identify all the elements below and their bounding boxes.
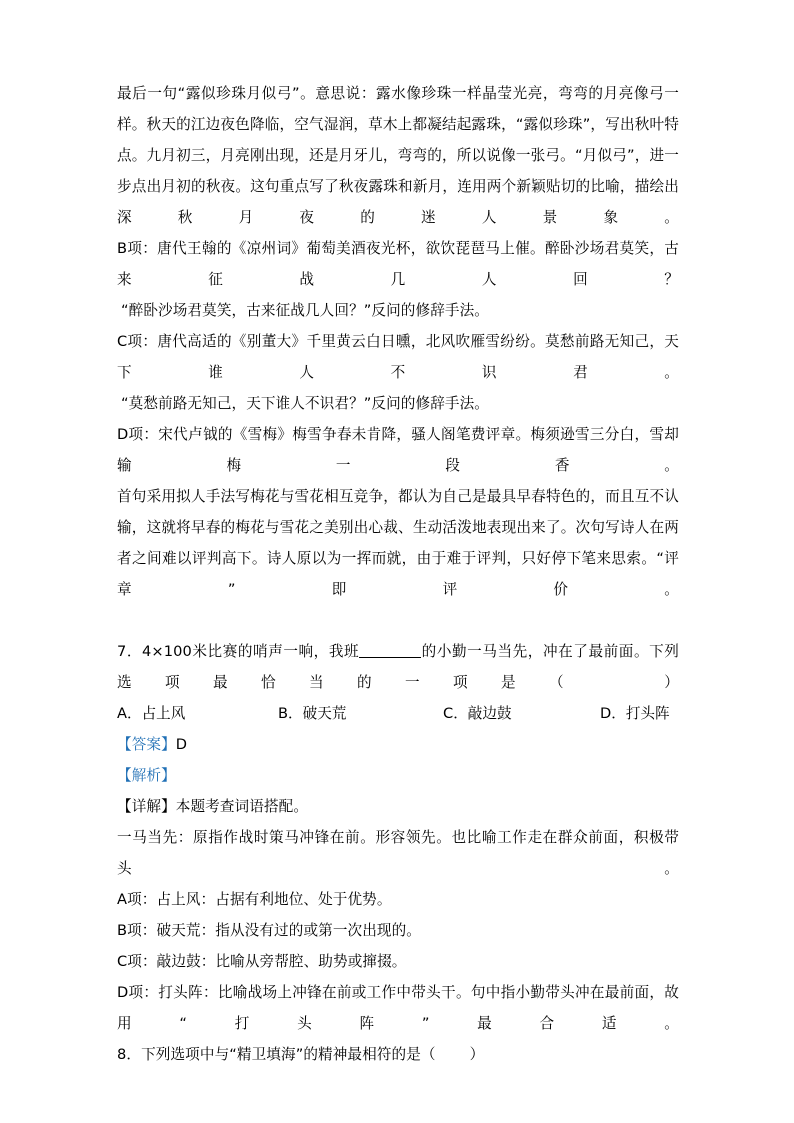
paragraph-poem-analysis-1: 最后一句“露似珍珠月似弓”。意思说：露水像珍珠一样晶莹光亮，弯弯的月亮像弓一样。秋天的江边夜色降临，空气湿润，草木上都凝结起露珠，“露似珍珠”，写出秋叶特点。九月初三，月亮刚出现，还是月牙儿，弯弯的，所以说像一张弓。“月似弓”，进一步点出月初的秋夜。这句重点写了秋夜露珠和新月，连用两个新颖贴切的比喻，描绘出深秋月夜的迷人景象。 <box>117 85 679 226</box>
fill-blank-underline[interactable] <box>359 642 421 658</box>
answer-label: 【答案】 <box>117 736 176 753</box>
question-7-stem-part2: 的小勤一马当先，冲在了最前面。下列选项最恰当的一项是（ <box>117 643 679 691</box>
question-7-stem-part1: 4×100米比赛的哨声一响，我班 <box>142 643 360 660</box>
option-d[interactable]: D．打头阵 <box>600 705 670 722</box>
question-8-stem <box>117 1039 679 1070</box>
explanation-option-d: D项：打头阵：比喻战场上冲锋在前或工作中带头干。句中指小勤带头冲在最前面，故用“打头阵”最合适。 <box>117 984 679 1032</box>
option-c[interactable]: C．敲边鼓 <box>443 705 512 722</box>
paragraph-option-b: B项：唐代王翰的《凉州词》葡萄美酒夜光杯，欲饮琵琶马上催。醉卧沙场君莫笑，古来征战几人回？ <box>117 240 679 288</box>
explanation-idiom: 一马当先：原指作战时策马冲锋在前。形容领先。也比喻工作走在群众前面，积极带头。 <box>117 829 679 877</box>
question-8-stem-part2: ） <box>469 1046 485 1063</box>
question-7-analysis-label-line <box>117 760 679 791</box>
detail-label: 【详解】 <box>117 798 176 815</box>
question-7-options <box>117 698 679 729</box>
paragraph-poem-analysis-2: 首句采用拟人手法写梅花与雪花相互竞争，都认为自己是最具早春特色的，而且互不认输，这就将早春的梅花与雪花之美别出心裁、生动活泼地表现出来了。次句写诗人在两者之间难以评判高下。诗人原以为一挥而就，由于难于评判，只好停下笔来思索。“评章”即评价。 <box>117 488 679 598</box>
question-7-number: 7． <box>117 643 143 660</box>
paragraph-option-c: C项：唐代高适的《别董大》千里黄云白日曛，北风吹雁雪纷纷。莫愁前路无知己，天下谁人不识君。 <box>117 333 679 381</box>
explanation-option-c: C项：敲边鼓：比喻从旁帮腔、助势或撺掇。 <box>117 953 407 970</box>
explanation-option-a: A项：占上风：占据有利地位、处于优势。 <box>117 891 392 908</box>
paragraph-option-b-quote: “醉卧沙场君莫笑，古来征战几人回？”反问的修辞手法。 <box>121 302 489 319</box>
section-spacer <box>117 605 679 636</box>
question-7-stem <box>117 636 679 698</box>
option-b[interactable]: B．破天荒 <box>278 705 347 722</box>
question-7-answer-line <box>117 729 679 760</box>
paragraph-option-c-quote: “莫愁前路无知己，天下谁人不识君？”反问的修辞手法。 <box>121 395 489 412</box>
question-8-stem-part1: 下列选项中与“精卫填海”的精神最相符的是（ <box>141 1046 436 1063</box>
document-body <box>117 78 679 1070</box>
question-7-stem-part3: ） <box>630 674 679 691</box>
question-8-number: 8． <box>117 1046 142 1063</box>
detail-text: 本题考查词语搭配。 <box>175 798 309 815</box>
explanation-option-b: B项：破天荒：指从没有过的或第一次出现的。 <box>117 922 421 939</box>
question-7-detail-line <box>117 791 679 822</box>
analysis-label: 【解析】 <box>117 767 176 784</box>
answer-value: D <box>175 736 188 753</box>
paragraph-option-d: D项：宋代卢钺的《雪梅》梅雪争春未肯降，骚人阁笔费评章。梅须逊雪三分白，雪却输梅一段香。 <box>117 426 679 474</box>
option-a[interactable]: A．占上风 <box>117 705 186 722</box>
